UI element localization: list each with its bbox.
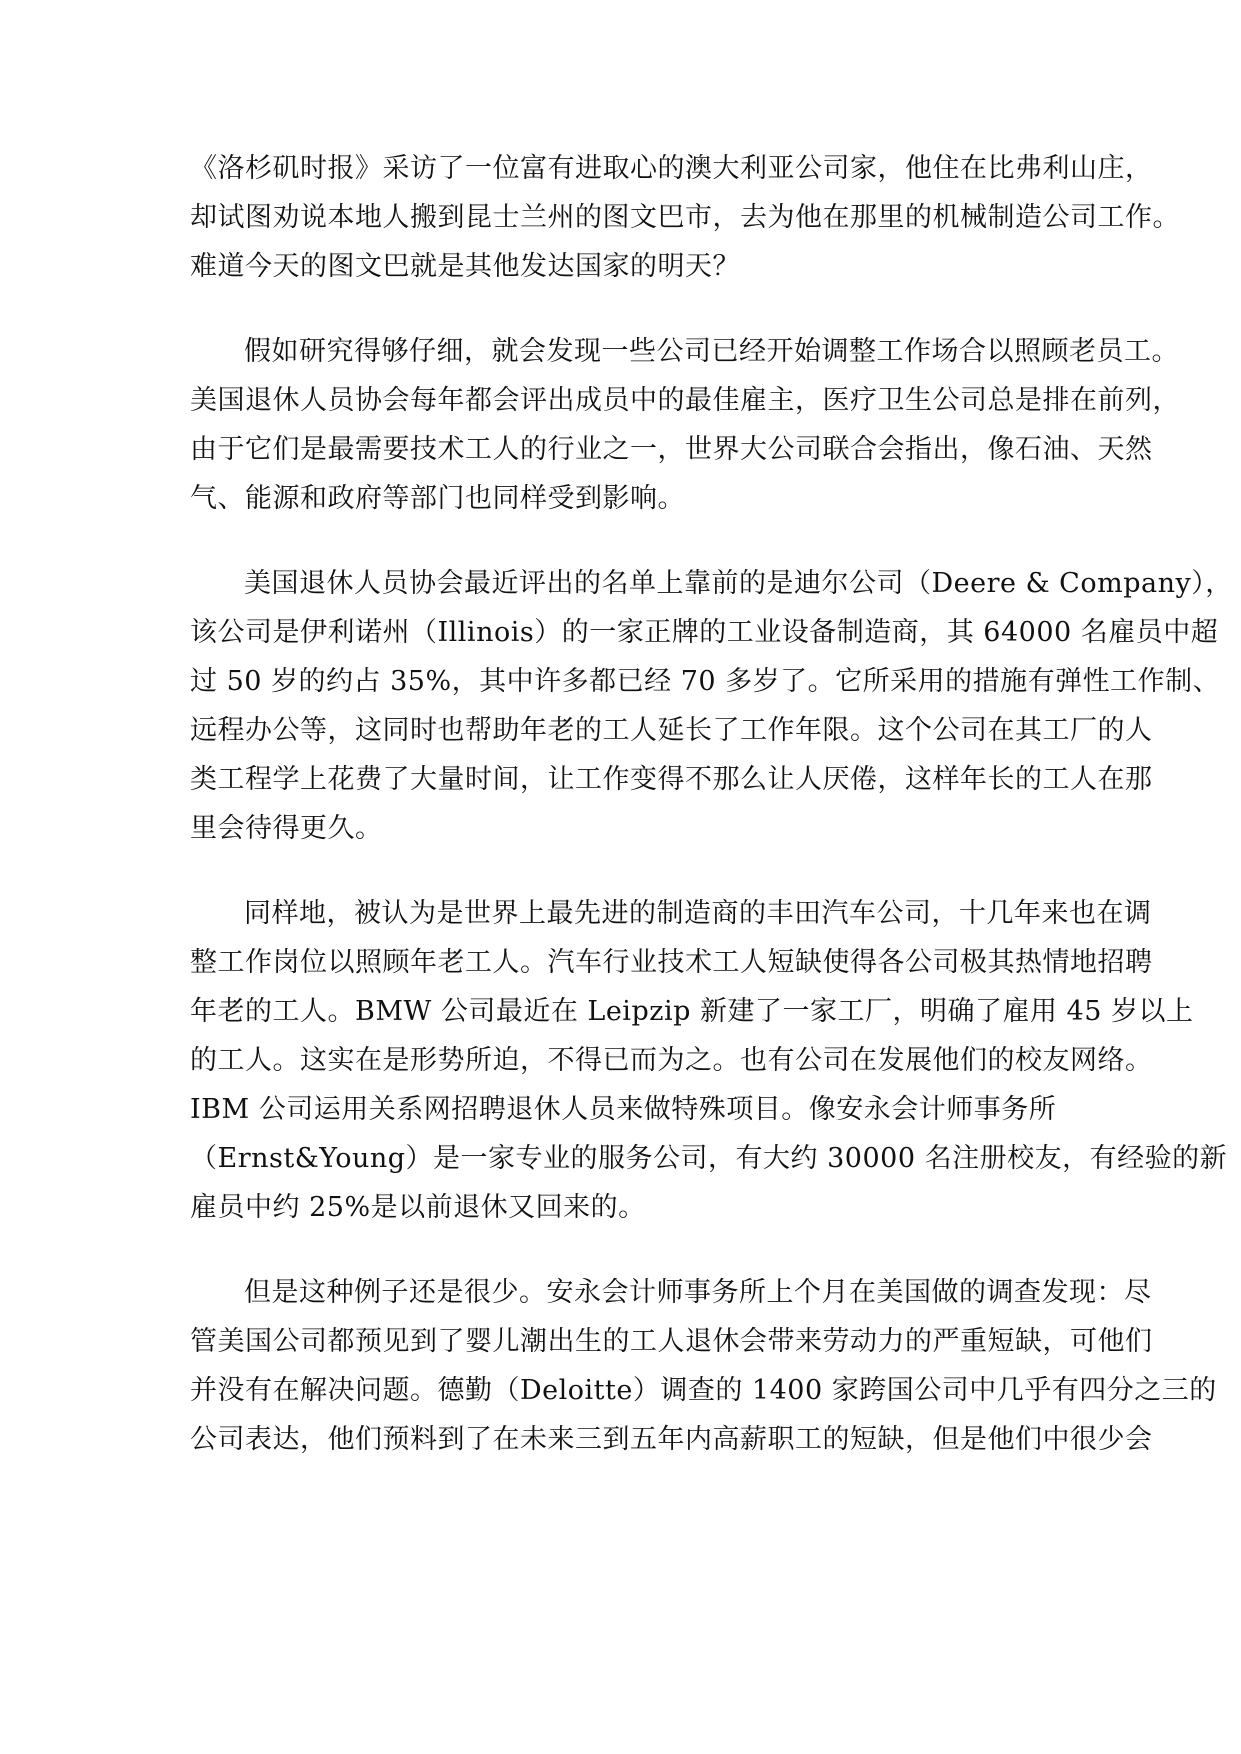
paragraph-1 — [190, 144, 1180, 291]
document-body — [190, 144, 1233, 1464]
paragraph-line: 美国退休人员协会最近评出的名单上靠前的是迪尔公司（Deere & Company）， — [244, 568, 1233, 599]
paragraph-line: 气、能源和政府等部门也同样受到影响。 — [190, 483, 685, 514]
paragraph-line: 的工人。这实在是形势所迫，不得已而为之。也有公司在发展他们的校友网络。 — [190, 1045, 1153, 1076]
paragraph-line: 里会待得更久。 — [190, 813, 383, 844]
paragraph-line: 由于它们是最需要技术工人的行业之一，世界大公司联合会指出，像石油、天然 — [190, 434, 1153, 465]
paragraph-line: 《洛杉矶时报》采访了一位富有进取心的澳大利亚公司家，他住在比弗利山庄， — [190, 153, 1153, 184]
paragraph-line: 难道今天的图文巴就是其他发达国家的明天？ — [190, 251, 740, 282]
paragraph-4 — [190, 889, 1228, 1232]
paragraph-line: 假如研究得够仔细，就会发现一些公司已经开始调整工作场合以照顾老员工。 — [244, 336, 1179, 367]
paragraph-line: 雇员中约 25%是以前退休又回来的。 — [190, 1192, 646, 1223]
paragraph-line: 但是这种例子还是很少。安永会计师事务所上个月在美国做的调查发现：尽 — [244, 1277, 1152, 1308]
paragraph-line: 该公司是伊利诺州（Illinois）的一家正牌的工业设备制造商，其 64000 名雇员中超 — [190, 617, 1219, 648]
paragraph-line: 同样地，被认为是世界上最先进的制造商的丰田汽车公司，十几年来也在调 — [244, 898, 1152, 929]
paragraph-line: 美国退休人员协会每年都会评出成员中的最佳雇主，医疗卫生公司总是排在前列， — [190, 385, 1180, 416]
paragraph-line: 整工作岗位以照顾年老工人。汽车行业技术工人短缺使得各公司极其热情地招聘 — [190, 947, 1153, 978]
paragraph-line: 公司表达，他们预料到了在未来三到五年内高薪职工的短缺，但是他们中很少会 — [190, 1424, 1153, 1455]
paragraph-line: IBM 公司运用关系网招聘退休人员来做特殊项目。像安永会计师事务所 — [190, 1094, 1057, 1125]
paragraph-line: 过 50 岁的约占 35%，其中许多都已经 70 多岁了。它所采用的措施有弹性工作制、 — [190, 666, 1221, 697]
paragraph-3 — [190, 559, 1233, 853]
paragraph-line: 远程办公等，这同时也帮助年老的工人延长了工作年限。这个公司在其工厂的人 — [190, 715, 1153, 746]
paragraph-line: 并没有在解决问题。德勤（Deloitte）调查的 1400 家跨国公司中几乎有四分之三的 — [190, 1375, 1217, 1406]
paragraph-5 — [190, 1268, 1217, 1464]
paragraph-line: 类工程学上花费了大量时间，让工作变得不那么让人厌倦，这样年长的工人在那 — [190, 764, 1153, 795]
paragraph-line: （Ernst&Young）是一家专业的服务公司，有大约 30000 名注册校友，有经验的新 — [190, 1143, 1228, 1174]
paragraph-line: 管美国公司都预见到了婴儿潮出生的工人退休会带来劳动力的严重短缺，可他们 — [190, 1326, 1153, 1357]
paragraph-line: 却试图劝说本地人搬到昆士兰州的图文巴市，去为他在那里的机械制造公司工作。 — [190, 202, 1180, 233]
paragraph-2 — [190, 327, 1180, 523]
paragraph-line: 年老的工人。BMW 公司最近在 Leipzip 新建了一家工厂，明确了雇用 45 岁以上 — [190, 996, 1194, 1027]
